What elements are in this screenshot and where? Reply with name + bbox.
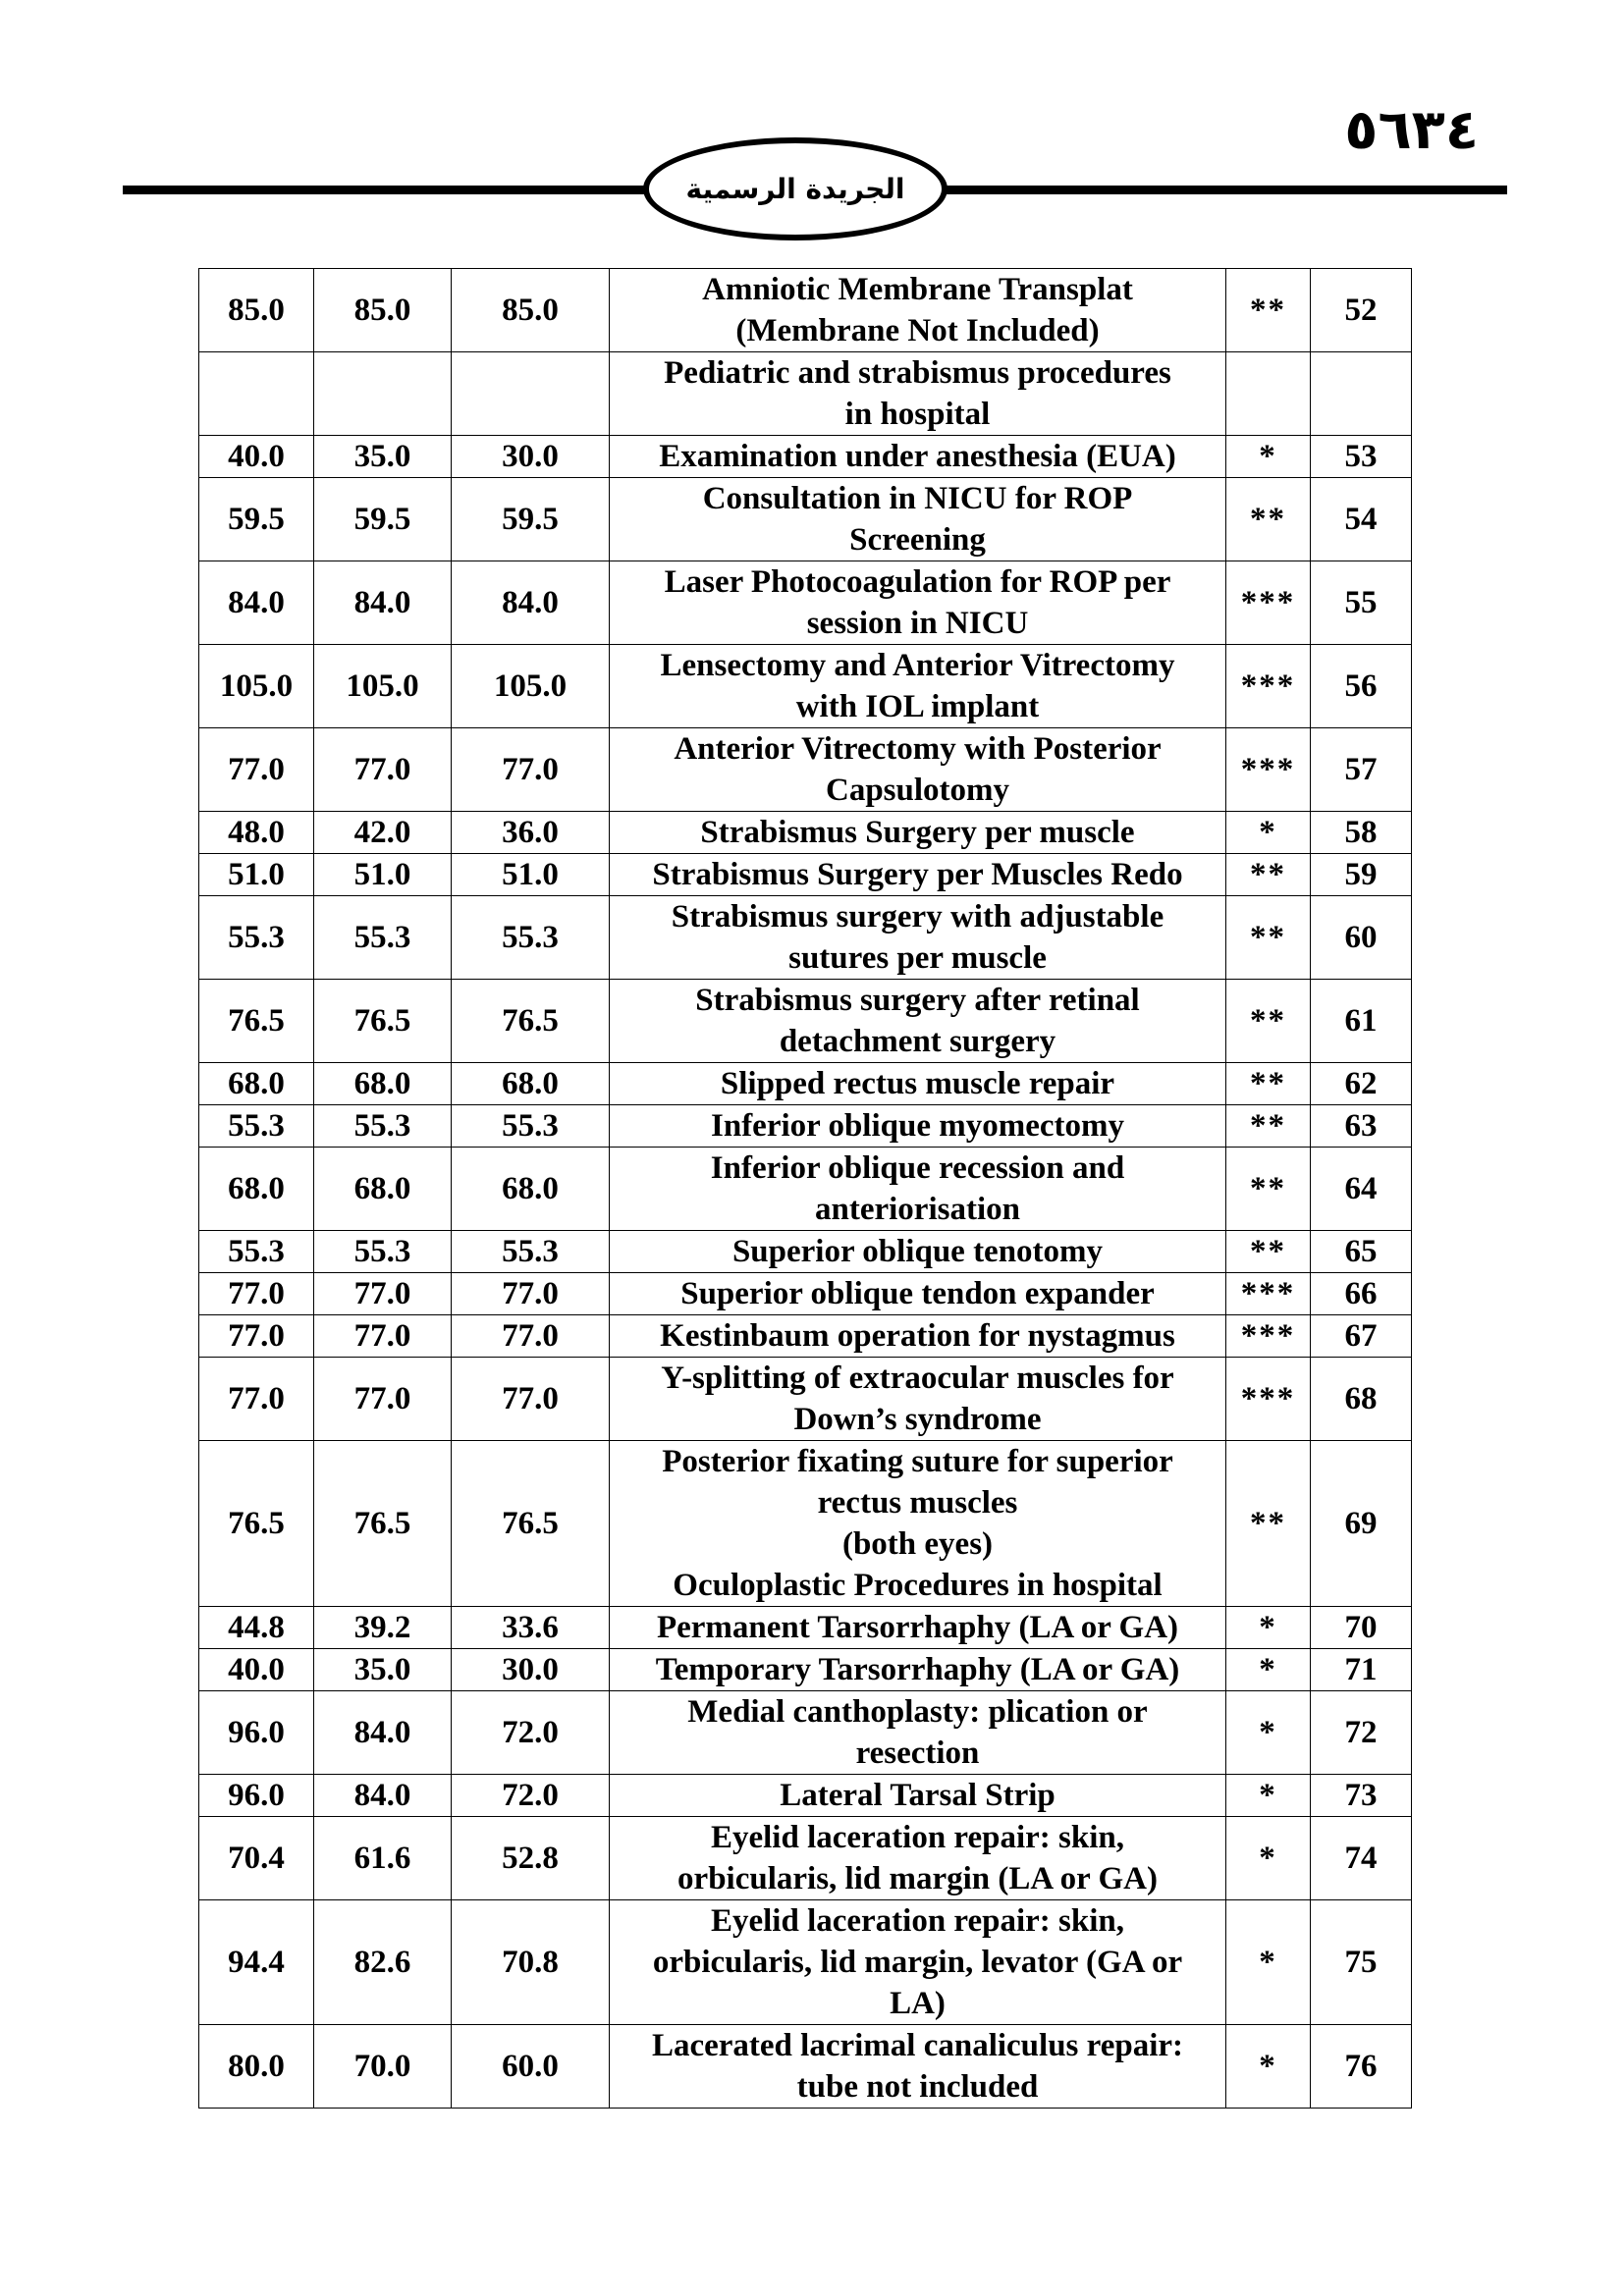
- item-number-cell: 73: [1311, 1775, 1412, 1817]
- procedure-line: sutures per muscle: [788, 940, 1047, 976]
- procedure-line: Capsulotomy: [825, 773, 1010, 808]
- procedure-line: Kestinbaum operation for nystagmus: [660, 1318, 1175, 1354]
- fee-col-2-cell: 68.0: [314, 1148, 452, 1231]
- table-row: [199, 436, 1412, 478]
- category-mark-cell: *: [1226, 436, 1311, 478]
- fee-col-2-cell: 55.3: [314, 1231, 452, 1273]
- fee-table-body: [199, 269, 1412, 2109]
- procedure-description-cell: [610, 436, 1226, 478]
- item-number-cell: 61: [1311, 980, 1412, 1063]
- fee-col-1-cell: 77.0: [199, 1358, 314, 1441]
- procedure-line: Permanent Tarsorrhaphy (LA or GA): [656, 1610, 1179, 1645]
- table-row: [199, 1441, 1412, 1607]
- fee-col-2-cell: [314, 352, 452, 436]
- procedure-description-cell: [610, 2025, 1226, 2109]
- fee-col-1-cell: 96.0: [199, 1775, 314, 1817]
- table-row: [199, 1817, 1412, 1900]
- fee-col-1-cell: 96.0: [199, 1691, 314, 1775]
- category-mark-cell: ***: [1226, 728, 1311, 812]
- table-row: [199, 1063, 1412, 1105]
- fee-col-2-cell: 59.5: [314, 478, 452, 561]
- fee-col-3-cell: 51.0: [452, 854, 610, 896]
- item-number-cell: 53: [1311, 436, 1412, 478]
- table-row: [199, 1315, 1412, 1358]
- procedure-description-cell: [610, 980, 1226, 1063]
- category-mark-cell: **: [1226, 478, 1311, 561]
- fee-col-1-cell: 70.4: [199, 1817, 314, 1900]
- procedure-description-cell: [610, 1817, 1226, 1900]
- fee-col-3-cell: 52.8: [452, 1817, 610, 1900]
- table-row: [199, 1105, 1412, 1148]
- category-mark-cell: **: [1226, 854, 1311, 896]
- category-mark-cell: ***: [1226, 1315, 1311, 1358]
- procedure-line: Superior oblique tendon expander: [680, 1276, 1155, 1311]
- fee-col-2-cell: 42.0: [314, 812, 452, 854]
- procedure-description-cell: [610, 561, 1226, 645]
- procedure-description-cell: [610, 1775, 1226, 1817]
- fee-col-3-cell: 70.8: [452, 1900, 610, 2025]
- procedure-description-cell: [610, 645, 1226, 728]
- fee-col-3-cell: 77.0: [452, 728, 610, 812]
- page-number: ٥٦٣٤: [1344, 98, 1479, 162]
- item-number-cell: 65: [1311, 1231, 1412, 1273]
- fee-col-3-cell: 72.0: [452, 1775, 610, 1817]
- fee-col-2-cell: 55.3: [314, 896, 452, 980]
- category-mark-cell: ***: [1226, 1358, 1311, 1441]
- procedure-description-cell: [610, 1148, 1226, 1231]
- procedure-line: Screening: [849, 522, 986, 558]
- procedure-description-cell: [610, 1315, 1226, 1358]
- table-row: [199, 980, 1412, 1063]
- fee-col-3-cell: [452, 352, 610, 436]
- procedure-description-cell: [610, 1273, 1226, 1315]
- fee-col-3-cell: 68.0: [452, 1148, 610, 1231]
- fee-col-2-cell: 105.0: [314, 645, 452, 728]
- fee-col-1-cell: 76.5: [199, 980, 314, 1063]
- fee-col-1-cell: 51.0: [199, 854, 314, 896]
- fee-col-2-cell: 82.6: [314, 1900, 452, 2025]
- category-mark-cell: *: [1226, 2025, 1311, 2109]
- category-mark-cell: **: [1226, 896, 1311, 980]
- category-mark-cell: **: [1226, 1105, 1311, 1148]
- fee-col-2-cell: 35.0: [314, 436, 452, 478]
- table-row: [199, 645, 1412, 728]
- item-number-cell: 63: [1311, 1105, 1412, 1148]
- fee-col-1-cell: 76.5: [199, 1441, 314, 1607]
- procedure-line: anteriorisation: [815, 1192, 1020, 1227]
- procedure-line: with IOL implant: [795, 689, 1040, 724]
- procedure-description-cell: [610, 1691, 1226, 1775]
- item-number-cell: 72: [1311, 1691, 1412, 1775]
- fee-col-1-cell: 55.3: [199, 896, 314, 980]
- item-number-cell: 52: [1311, 269, 1412, 352]
- fee-col-3-cell: 76.5: [452, 980, 610, 1063]
- item-number-cell: 66: [1311, 1273, 1412, 1315]
- item-number-cell: 71: [1311, 1649, 1412, 1691]
- fee-col-1-cell: 48.0: [199, 812, 314, 854]
- procedure-description-cell: [610, 1105, 1226, 1148]
- procedure-line: Inferior oblique recession and: [710, 1150, 1125, 1186]
- item-number-cell: 54: [1311, 478, 1412, 561]
- item-number-cell: 57: [1311, 728, 1412, 812]
- procedure-line: Medial canthoplasty: plication or: [687, 1694, 1148, 1730]
- fee-col-1-cell: 68.0: [199, 1063, 314, 1105]
- procedure-line: Examination under anesthesia (EUA): [659, 439, 1176, 474]
- procedure-line: Strabismus surgery with adjustable: [671, 899, 1164, 934]
- item-number-cell: 69: [1311, 1441, 1412, 1607]
- procedure-line: Pediatric and strabismus procedures: [664, 355, 1171, 391]
- fee-col-3-cell: 30.0: [452, 1649, 610, 1691]
- fee-col-1-cell: 77.0: [199, 728, 314, 812]
- header-oval: [643, 137, 947, 240]
- procedure-line: (both eyes): [841, 1526, 994, 1562]
- procedure-line: orbicularis, lid margin (LA or GA): [677, 1861, 1158, 1896]
- item-number-cell: 62: [1311, 1063, 1412, 1105]
- category-mark-cell: *: [1226, 1900, 1311, 2025]
- fee-table: [198, 268, 1412, 2109]
- fee-col-1-cell: 40.0: [199, 436, 314, 478]
- category-mark-cell: **: [1226, 269, 1311, 352]
- procedure-line: Lateral Tarsal Strip: [780, 1778, 1056, 1813]
- fee-col-3-cell: 105.0: [452, 645, 610, 728]
- category-mark-cell: **: [1226, 1063, 1311, 1105]
- procedure-line: Temporary Tarsorrhaphy (LA or GA): [655, 1652, 1180, 1687]
- procedure-line: detachment surgery: [779, 1024, 1056, 1059]
- table-row: [199, 2025, 1412, 2109]
- fee-col-3-cell: 77.0: [452, 1358, 610, 1441]
- category-mark-cell: ***: [1226, 645, 1311, 728]
- category-mark-cell: *: [1226, 1607, 1311, 1649]
- fee-col-1-cell: 84.0: [199, 561, 314, 645]
- fee-col-3-cell: 77.0: [452, 1315, 610, 1358]
- category-mark-cell: **: [1226, 1148, 1311, 1231]
- fee-col-3-cell: 33.6: [452, 1607, 610, 1649]
- fee-col-3-cell: 68.0: [452, 1063, 610, 1105]
- fee-col-2-cell: 76.5: [314, 980, 452, 1063]
- procedure-line: Eyelid laceration repair: skin,: [710, 1820, 1125, 1855]
- procedure-line: Lacerated lacrimal canaliculus repair:: [651, 2028, 1184, 2063]
- category-mark-cell: *: [1226, 1649, 1311, 1691]
- fee-col-2-cell: 68.0: [314, 1063, 452, 1105]
- procedure-line: Eyelid laceration repair: skin,: [710, 1903, 1125, 1939]
- procedure-line: Lensectomy and Anterior Vitrectomy: [660, 648, 1175, 683]
- table-row: [199, 561, 1412, 645]
- gazette-title: الجريدة الرسمية: [685, 173, 905, 205]
- fee-col-2-cell: 55.3: [314, 1105, 452, 1148]
- procedure-line: Amniotic Membrane Transplat: [702, 272, 1133, 307]
- fee-col-1-cell: 68.0: [199, 1148, 314, 1231]
- fee-col-2-cell: 76.5: [314, 1441, 452, 1607]
- category-mark-cell: *: [1226, 1775, 1311, 1817]
- table-row: [199, 1358, 1412, 1441]
- table-row: [199, 269, 1412, 352]
- procedure-description-cell: [610, 896, 1226, 980]
- procedure-line: Down’s syndrome: [793, 1402, 1042, 1437]
- fee-col-2-cell: 51.0: [314, 854, 452, 896]
- procedure-line: Strabismus Surgery per muscle: [700, 815, 1135, 850]
- fee-col-1-cell: 80.0: [199, 2025, 314, 2109]
- item-number-cell: 70: [1311, 1607, 1412, 1649]
- item-number-cell: 60: [1311, 896, 1412, 980]
- procedure-description-cell: [610, 269, 1226, 352]
- fee-col-3-cell: 84.0: [452, 561, 610, 645]
- fee-col-2-cell: 85.0: [314, 269, 452, 352]
- procedure-line: rectus muscles: [817, 1485, 1018, 1521]
- procedure-line: Inferior oblique myomectomy: [711, 1108, 1124, 1144]
- category-mark-cell: **: [1226, 1441, 1311, 1607]
- category-mark-cell: ***: [1226, 1273, 1311, 1315]
- fee-col-3-cell: 76.5: [452, 1441, 610, 1607]
- fee-col-2-cell: 77.0: [314, 1315, 452, 1358]
- category-mark-cell: *: [1226, 1817, 1311, 1900]
- procedure-description-cell: [610, 1441, 1226, 1607]
- fee-col-2-cell: 70.0: [314, 2025, 452, 2109]
- fee-col-1-cell: [199, 352, 314, 436]
- category-mark-cell: *: [1226, 812, 1311, 854]
- item-number-cell: 55: [1311, 561, 1412, 645]
- item-number-cell: [1311, 352, 1412, 436]
- fee-col-2-cell: 84.0: [314, 1775, 452, 1817]
- fee-col-2-cell: 77.0: [314, 728, 452, 812]
- procedure-line: Anterior Vitrectomy with Posterior: [674, 731, 1162, 767]
- fee-col-2-cell: 39.2: [314, 1607, 452, 1649]
- table-row: [199, 896, 1412, 980]
- item-number-cell: 74: [1311, 1817, 1412, 1900]
- fee-col-3-cell: 72.0: [452, 1691, 610, 1775]
- procedure-description-cell: [610, 1231, 1226, 1273]
- fee-col-1-cell: 40.0: [199, 1649, 314, 1691]
- procedure-line: tube not included: [796, 2069, 1039, 2105]
- table-row: [199, 1775, 1412, 1817]
- fee-col-1-cell: 94.4: [199, 1900, 314, 2025]
- fee-col-1-cell: 55.3: [199, 1231, 314, 1273]
- procedure-line: Laser Photocoagulation for ROP per: [664, 564, 1171, 600]
- fee-col-3-cell: 60.0: [452, 2025, 610, 2109]
- procedure-line: Posterior fixating suture for superior: [662, 1444, 1173, 1479]
- category-mark-cell: [1226, 352, 1311, 436]
- item-number-cell: 56: [1311, 645, 1412, 728]
- procedure-line: (Membrane Not Included): [735, 313, 1100, 348]
- procedure-line: orbicularis, lid margin, levator (GA or: [652, 1945, 1183, 1980]
- procedure-line: Strabismus surgery after retinal: [695, 983, 1140, 1018]
- fee-col-2-cell: 77.0: [314, 1358, 452, 1441]
- fee-col-2-cell: 61.6: [314, 1817, 452, 1900]
- item-number-cell: 75: [1311, 1900, 1412, 2025]
- fee-col-2-cell: 84.0: [314, 1691, 452, 1775]
- procedure-description-cell: [610, 478, 1226, 561]
- table-row: [199, 1607, 1412, 1649]
- procedure-description-cell: [610, 1607, 1226, 1649]
- fee-col-1-cell: 85.0: [199, 269, 314, 352]
- fee-col-3-cell: 30.0: [452, 436, 610, 478]
- item-number-cell: 58: [1311, 812, 1412, 854]
- table-row: [199, 352, 1412, 436]
- procedure-line: Y-splitting of extraocular muscles for: [661, 1361, 1174, 1396]
- category-mark-cell: *: [1226, 1691, 1311, 1775]
- procedure-description-cell: [610, 1063, 1226, 1105]
- fee-col-1-cell: 59.5: [199, 478, 314, 561]
- item-number-cell: 59: [1311, 854, 1412, 896]
- fee-col-1-cell: 77.0: [199, 1315, 314, 1358]
- procedure-line: Consultation in NICU for ROP: [702, 481, 1133, 516]
- procedure-description-cell: [610, 352, 1226, 436]
- fee-col-1-cell: 55.3: [199, 1105, 314, 1148]
- table-row: [199, 1900, 1412, 2025]
- item-number-cell: 64: [1311, 1148, 1412, 1231]
- fee-col-3-cell: 85.0: [452, 269, 610, 352]
- fee-col-3-cell: 55.3: [452, 1105, 610, 1148]
- procedure-line: Superior oblique tenotomy: [731, 1234, 1104, 1269]
- procedure-line: Oculoplastic Procedures in hospital: [673, 1568, 1163, 1603]
- item-number-cell: 68: [1311, 1358, 1412, 1441]
- table-row: [199, 478, 1412, 561]
- procedure-description-cell: [610, 1900, 1226, 2025]
- fee-col-2-cell: 35.0: [314, 1649, 452, 1691]
- category-mark-cell: ***: [1226, 561, 1311, 645]
- fee-col-1-cell: 44.8: [199, 1607, 314, 1649]
- procedure-description-cell: [610, 1358, 1226, 1441]
- item-number-cell: 76: [1311, 2025, 1412, 2109]
- fee-col-3-cell: 55.3: [452, 896, 610, 980]
- table-row: [199, 1649, 1412, 1691]
- category-mark-cell: **: [1226, 980, 1311, 1063]
- fee-col-1-cell: 105.0: [199, 645, 314, 728]
- table-row: [199, 1148, 1412, 1231]
- category-mark-cell: **: [1226, 1231, 1311, 1273]
- table-row: [199, 1273, 1412, 1315]
- fee-col-2-cell: 84.0: [314, 561, 452, 645]
- procedure-line: session in NICU: [806, 606, 1029, 641]
- procedure-line: Slipped rectus muscle repair: [720, 1066, 1115, 1101]
- item-number-cell: 67: [1311, 1315, 1412, 1358]
- fee-col-3-cell: 36.0: [452, 812, 610, 854]
- procedure-description-cell: [610, 812, 1226, 854]
- procedure-line: in hospital: [844, 397, 991, 432]
- table-row: [199, 854, 1412, 896]
- table-row: [199, 812, 1412, 854]
- table-row: [199, 1231, 1412, 1273]
- fee-col-1-cell: 77.0: [199, 1273, 314, 1315]
- fee-col-3-cell: 55.3: [452, 1231, 610, 1273]
- procedure-description-cell: [610, 854, 1226, 896]
- table-row: [199, 728, 1412, 812]
- procedure-line: resection: [855, 1735, 980, 1771]
- fee-col-3-cell: 77.0: [452, 1273, 610, 1315]
- procedure-line: Strabismus Surgery per Muscles Redo: [652, 857, 1183, 892]
- procedure-description-cell: [610, 1649, 1226, 1691]
- table-row: [199, 1691, 1412, 1775]
- procedure-description-cell: [610, 728, 1226, 812]
- fee-col-3-cell: 59.5: [452, 478, 610, 561]
- procedure-line: LA): [890, 1986, 946, 2021]
- fee-col-2-cell: 77.0: [314, 1273, 452, 1315]
